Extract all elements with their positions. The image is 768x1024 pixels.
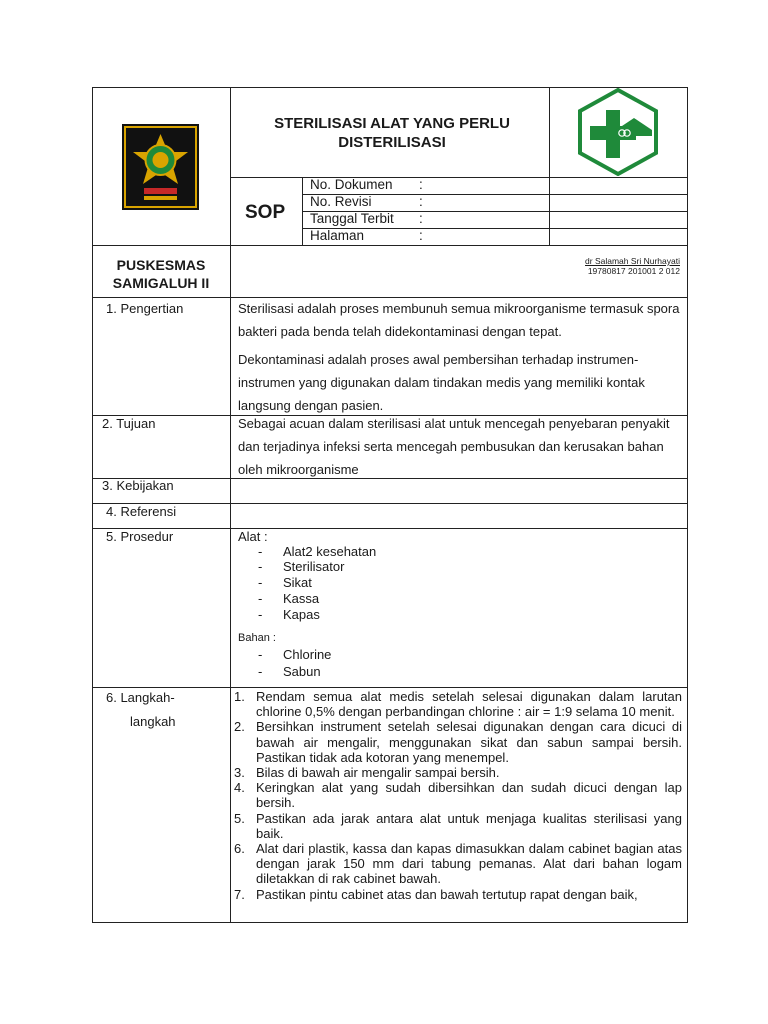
step-item: 4. Keringkan alat yang sudah dibersihkan dan sudah dicuci dengan lap bersih. bbox=[234, 780, 682, 811]
meta-sep-no-dokumen: : bbox=[419, 177, 423, 192]
step-item: 3. Bilas di bawah air mengalir sampai bersih. bbox=[234, 765, 500, 781]
alat-item: Sterilisator bbox=[283, 559, 345, 574]
meta-label-no-dokumen: No. Dokumen bbox=[310, 177, 393, 192]
alat-dash: - bbox=[258, 591, 263, 606]
alat-dash: - bbox=[258, 575, 263, 590]
section-label-langkah: 6. Langkah- bbox=[106, 690, 175, 705]
institution-name: PUSKESMAS SAMIGALUH II bbox=[112, 257, 210, 291]
step-item: 7. Pastikan pintu cabinet atas dan bawah tertutup rapat dengan baik, bbox=[234, 886, 638, 902]
column-divider bbox=[230, 87, 231, 923]
row-line-referensi bbox=[92, 503, 688, 504]
signatory-nip: 19780817 201001 2 012 bbox=[587, 266, 680, 276]
bahan-item: Chlorine bbox=[283, 647, 332, 662]
sop-label: SOP bbox=[245, 202, 286, 223]
section-label-kebijakan: 3. Kebijakan bbox=[102, 478, 174, 493]
meta-label-no-revisi: No. Revisi bbox=[310, 194, 372, 209]
alat-dash: - bbox=[258, 607, 263, 622]
border-right bbox=[687, 87, 688, 923]
meta-sep-tanggal-terbit: : bbox=[419, 211, 423, 226]
alat-label: Alat : bbox=[238, 529, 268, 544]
signatory-block bbox=[550, 256, 680, 276]
bahan-dash: - bbox=[258, 647, 263, 662]
step-item: 6. Alat dari plastik, kassa dan kapas dimasukkan dalam cabinet bagian atas dengan jarak 150 mm dari tabung pemanas. Alat dari bahan logam diletakkan di rak cabinet bawah. bbox=[234, 841, 682, 887]
meta-sep-no-revisi: : bbox=[419, 194, 423, 209]
title-divider bbox=[230, 177, 688, 178]
step-item: 2. Bersihkan instrument setelah selesai digunakan dengan cara dicuci di bawah air mengalir, menggunakan sikat dan sabun sampai bersih. Pastikan tidak ada kotoran yang menempel. bbox=[234, 719, 682, 765]
border-bottom bbox=[92, 922, 688, 923]
bahan-label: Bahan : bbox=[238, 632, 276, 644]
section-label-prosedur: 5. Prosedur bbox=[106, 529, 174, 544]
tujuan-paragraph: Sebagai acuan dalam sterilisasi alat untuk mencegah penyebaran penyakit dan terjadinya infeksi serta mencegah pembusukan dan kerusakan bahan oleh mikroorganisme bbox=[238, 416, 670, 477]
bahan-dash: - bbox=[258, 664, 263, 679]
regency-emblem-icon bbox=[122, 124, 199, 210]
signatory-name: dr Salamah Sri Nurhayati bbox=[585, 256, 680, 266]
section-label-langkah-cont: langkah bbox=[130, 714, 176, 729]
pengertian-paragraph-2: Dekontaminasi adalah proses awal pembersihan terhadap instrumen-instrumen yang digunakan dalam tindakan medis yang memiliki kontak langsung dengan pasien. bbox=[238, 352, 645, 413]
alat-item: Kapas bbox=[283, 607, 320, 622]
section-label-referensi: 4. Referensi bbox=[106, 504, 177, 519]
langkah-steps bbox=[234, 689, 682, 902]
document-title: STERILISASI ALAT YANG PERLU DISTERILISASI bbox=[274, 115, 510, 151]
alat-dash: - bbox=[258, 559, 263, 574]
step-item: 5. Pastikan ada jarak antara alat untuk menjaga kualitas sterilisasi yang baik. bbox=[234, 810, 682, 841]
header-bottom-line bbox=[92, 245, 688, 246]
puskesmas-logo-icon bbox=[576, 88, 660, 176]
border-left bbox=[92, 87, 93, 923]
alat-item: Alat2 kesehatan bbox=[283, 544, 377, 559]
section-label-tujuan: 2. Tujuan bbox=[102, 416, 156, 431]
alat-item: Sikat bbox=[283, 575, 312, 590]
sop-document bbox=[92, 87, 688, 923]
alat-item: Kassa bbox=[283, 591, 320, 606]
step-item: 1. Rendam semua alat medis setelah selesai digunakan dalam larutan chlorine 0,5% dengan perbandingan chlorine : air = 1:9 selama 10 menit. bbox=[234, 689, 682, 720]
meta-label-tanggal-terbit: Tanggal Terbit bbox=[310, 211, 394, 226]
bahan-item: Sabun bbox=[283, 664, 321, 679]
meta-sep-halaman: : bbox=[419, 228, 423, 243]
pengertian-paragraph-1: Sterilisasi adalah proses membunuh semua mikroorganisme termasuk spora bakteri pada benda telah didekontaminasi dengan tepat. bbox=[238, 301, 680, 339]
meta-label-halaman: Halaman bbox=[310, 228, 365, 243]
row-line-langkah bbox=[92, 687, 688, 688]
alat-dash: - bbox=[258, 544, 263, 559]
row-line-prosedur bbox=[92, 528, 688, 529]
section-label-pengertian: 1. Pengertian bbox=[106, 301, 184, 316]
